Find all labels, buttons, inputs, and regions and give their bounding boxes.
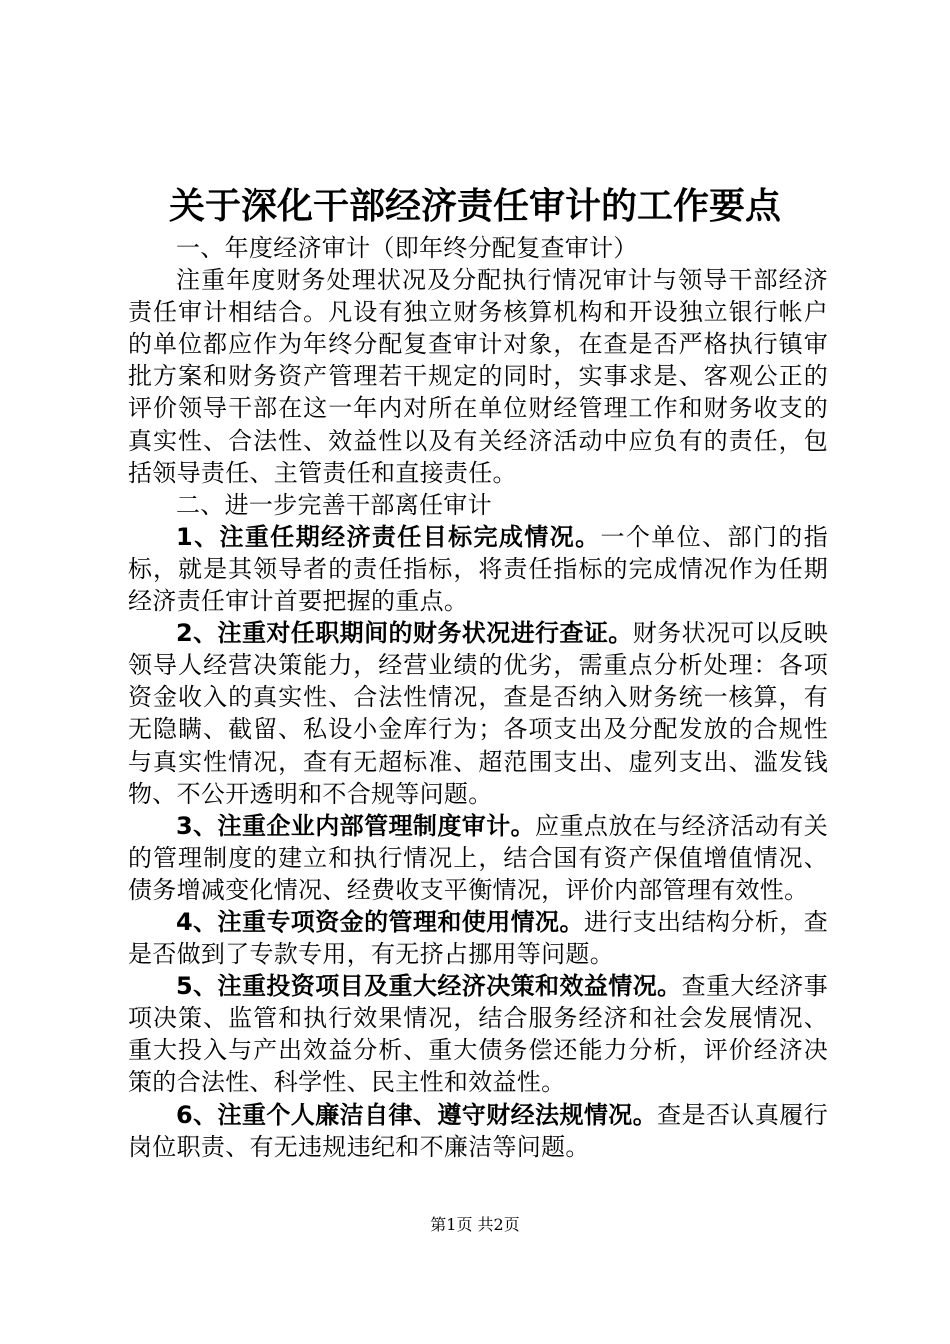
item-4-lead: 4、注重专项资金的管理和使用情况。	[176, 907, 584, 936]
list-item-2	[128, 617, 828, 810]
section-1-paragraph: 注重年度财务处理状况及分配执行情况审计与领导干部经济责任审计相结合。凡设有独立财务核算机构和开设独立银行帐户的单位都应作为年终分配复查审计对象，在查是否严格执行镇审批方案和财务资产管理若干规定的同时，实事求是、客观公正的评价领导干部在这一年内对所在单位财经管理工作和财务收支的真实性、合法性、效益性以及有关经济活动中应负有的责任，包括领导责任、主管责任和直接责任。	[128, 266, 828, 487]
list-item-3	[128, 810, 828, 906]
document-title: 关于深化干部经济责任审计的工作要点	[168, 185, 781, 227]
section-heading-1: 一、年度经济审计（即年终分配复查审计）	[176, 234, 638, 262]
list-item-1	[128, 521, 828, 617]
item-6-lead: 6、注重个人廉洁自律、遵守财经法规情况。	[176, 1100, 658, 1129]
list-item-5	[128, 970, 828, 1098]
item-5-lead: 5、注重投资项目及重大经济决策和效益情况。	[176, 972, 682, 1001]
list-item-4	[128, 906, 828, 970]
page-footer: 第1页 共2页	[430, 1215, 520, 1234]
list-item-6	[128, 1099, 828, 1163]
item-1-text: 一个单位、部门的指标，就是其领导者的责任指标，将责任指标的完成情况作为任期经济责任审计首要把握的重点。	[128, 522, 828, 616]
item-2-lead: 2、注重对任职期间的财务状况进行查证。	[176, 619, 633, 648]
item-4-text: 进行支出结构分析，查是否做到了专款专用，有无挤占挪用等问题。	[128, 907, 828, 969]
item-5-text: 查重大经济事项决策、监管和执行效果情况，结合服务经济和社会发展情况、重大投入与产出效益分析、重大债务偿还能力分析，评价经济决策的合法性、科学性、民主性和效益性。	[128, 972, 828, 1097]
section-heading-2: 二、进一步完善干部离任审计	[176, 490, 492, 519]
document-body	[128, 232, 828, 1163]
item-2-text: 财务状况可以反映领导人经营决策能力，经营业绩的优劣，需重点分析处理：各项资金收入的真实性、合法性情况，查是否纳入财务统一核算，有无隐瞒、截留、私设小金库行为；各项支出及分配发放的合规性与真实性情况，查有无超标准、超范围支出、虚列支出、滥发钱物、不公开透明和不合规等问题。	[128, 619, 828, 808]
item-1-lead: 1、注重任期经济责任目标完成情况。	[176, 522, 601, 551]
item-6-text: 查是否认真履行岗位职责、有无违规违纪和不廉洁等问题。	[128, 1100, 828, 1161]
item-3-lead: 3、注重企业内部管理制度审计。	[176, 811, 536, 840]
item-3-text: 应重点放在与经济活动有关的管理制度的建立和执行情况上，结合国有资产保值增值情况、债务增减变化情况、经费收支平衡情况，评价内部管理有效性。	[128, 811, 828, 904]
